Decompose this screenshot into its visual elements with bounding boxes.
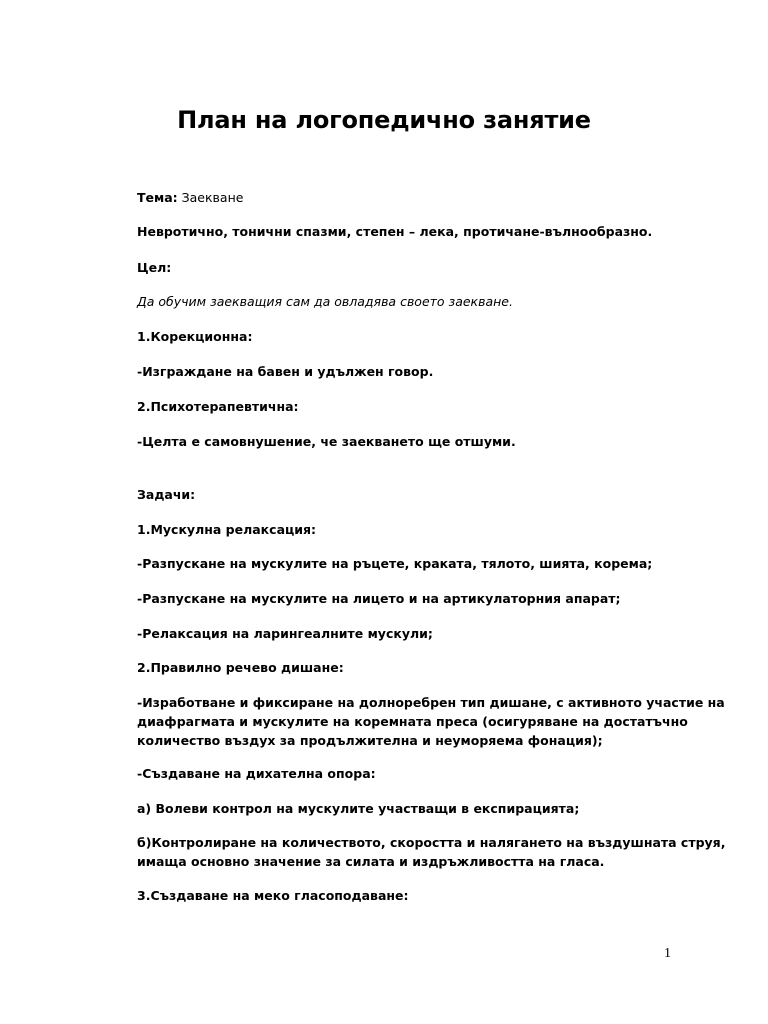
document-title: План на логопедично занятие xyxy=(177,106,591,134)
goal-corrective-item: -Изграждане на бавен и удължен говор. xyxy=(137,364,434,379)
item-a: а) Волеви контрол на мускулите участващи в експирацията; xyxy=(137,801,580,816)
task-relaxation-item-1: -Разпускане на мускулите на ръцете, краката, тялото, шията, корема; xyxy=(137,556,653,571)
task-breathing-heading: 2.Правилно речево дишане: xyxy=(137,660,344,675)
breathing-line-3: количество въздух за продължителна и неуморяема фонация); xyxy=(137,733,603,748)
page-number: 1 xyxy=(664,946,671,961)
topic-line xyxy=(137,188,697,207)
item-3-heading: 3.Създаване на меко гласоподаване: xyxy=(137,888,409,903)
item-b-line-1: б)Контролиране на количеството, скоростта и налягането на въздушната струя, xyxy=(137,835,726,850)
goal-text: Да обучим заекващия сам да овладява своето заекване. xyxy=(137,294,513,309)
task-relaxation-item-2: -Разпускане на мускулите на лицето и на артикулаторния апарат; xyxy=(137,591,621,606)
topic-label: Тема: xyxy=(137,190,178,205)
diagnosis-line: Невротично, тонични спазми, степен – лека, протичане-вълнообразно. xyxy=(137,224,653,239)
goal-psycho-heading: 2.Психотерапевтична: xyxy=(137,399,299,414)
goal-label: Цел: xyxy=(137,260,172,275)
breathing-line-2: диафрагмата и мускулите на коремната преса (осигуряване на достатъчно xyxy=(137,714,688,729)
support-heading: -Създаване на дихателна опора: xyxy=(137,766,376,781)
item-b-line-2: имаща основно значение за силата и издръжливостта на гласа. xyxy=(137,854,605,869)
tasks-label: Задачи: xyxy=(137,487,196,502)
breathing-paragraph xyxy=(137,693,725,750)
task-relaxation-heading: 1.Мускулна релаксация: xyxy=(137,522,317,537)
breathing-line-1: -Изработване и фиксиране на долноребрен тип дишане, с активното участие на xyxy=(137,695,725,710)
goal-psycho-item: -Целта е самовнушение, че заекването ще отшуми. xyxy=(137,434,516,449)
goal-corrective-heading: 1.Корекционна: xyxy=(137,329,253,344)
item-b-paragraph xyxy=(137,833,726,871)
topic-value: Заекване xyxy=(177,190,244,205)
task-relaxation-item-3: -Релаксация на ларингеалните мускули; xyxy=(137,626,433,641)
